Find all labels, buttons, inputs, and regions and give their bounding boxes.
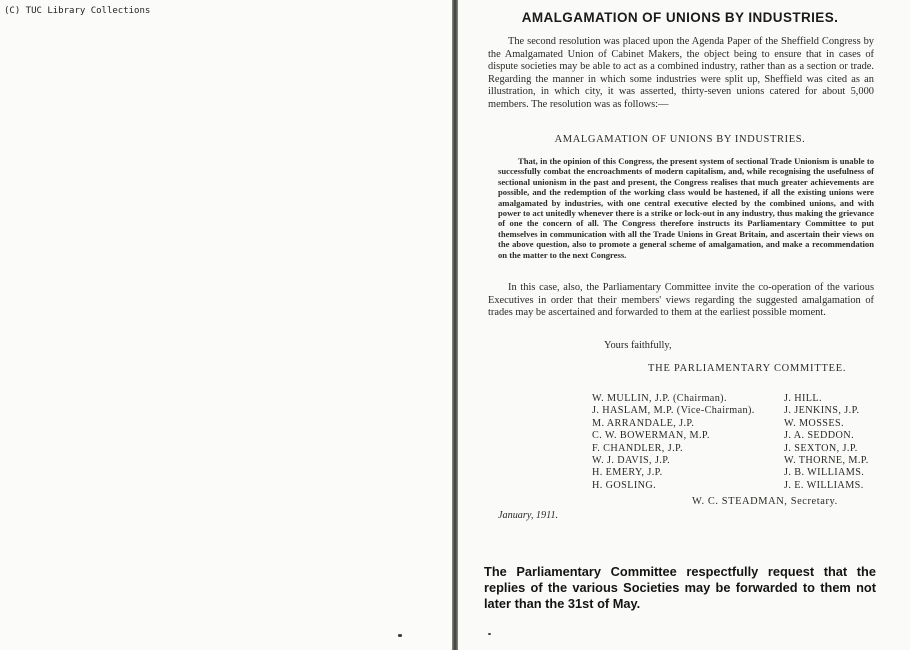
page-title: AMALGAMATION OF UNIONS BY INDUSTRIES.	[521, 10, 839, 25]
member-name: W. THORNE, M.P.	[784, 455, 869, 467]
member-name: J. SEXTON, J.P.	[784, 442, 858, 454]
member-name: J. A. SEDDON.	[784, 430, 855, 442]
members-list-left	[592, 393, 755, 492]
signoff: Yours faithfully,	[604, 340, 672, 351]
document-date: January, 1911.	[498, 510, 559, 521]
member-name: W. MOSSES.	[784, 417, 844, 429]
member-name: J. B. WILLIAMS.	[784, 467, 865, 479]
intro-paragraph: The second resolution was placed upon the Agenda Paper of the Sheffield Congress by the Amalgamated Union of Cabinet Makers, the object being to ensure that in cases of dispute societies may be able to act as a combined industry, rather than as a section or trade. Regarding the manner in which some industries were split up, Sheffield was cited as an illustration, in which city, it was asserted, thirty-seven unions catered for about 5,000 members. The resolution was as follows:—	[488, 36, 874, 110]
resolution-heading: AMALGAMATION OF UNIONS BY INDUSTRIES.	[554, 134, 806, 145]
member-name: M. ARRANDALE, J.P.	[592, 417, 695, 429]
member-name: J. HASLAM, M.P. (Vice-Chairman).	[592, 405, 755, 417]
committee-name: THE PARLIAMENTARY COMMITTEE.	[648, 363, 847, 374]
member-name: H. EMERY, J.P.	[592, 467, 663, 479]
closing-paragraph: In this case, also, the Parliamentary Committee invite the co-operation of the various Executives in order that their members' views regarding the suggested amalgamation of trades may be ascertained and forwarded to them at the earliest possible moment.	[488, 282, 874, 319]
members-list-right	[784, 393, 869, 492]
left-page	[0, 0, 452, 650]
scan-speck	[398, 634, 402, 637]
member-name: J. E. WILLIAMS.	[784, 479, 864, 491]
member-name: J. HILL.	[784, 393, 823, 404]
member-name: J. JENKINS, J.P.	[784, 405, 860, 417]
member-name: W. MULLIN, J.P. (Chairman).	[592, 393, 727, 404]
resolution-text: That, in the opinion of this Congress, the present system of sectional Trade Unionism is unable to successfully combat the encroachments of modern capitalism, and, while recognising the usefulness of sectional unionism in the past and present, the Congress realises that much greater achievements are possible, and the redemption of the working class would be hastened, if all the existing unions were amalgamated by industries, with one central executive elected by the combined unions, and with power to act unitedly whenever there is a strike or lock-out in any industry, thus making the grievance of one the concern of all. The Congress therefore instructs its Parliamentary Committee to put themselves in communication with all the Trade Unions in Great Britain, and ascertain their views on the above question, also to promote a general scheme of amalgamation, and make a recommendation on the matter to the next Congress.	[498, 156, 874, 260]
member-name: F. CHANDLER, J.P.	[592, 442, 683, 454]
secretary-signature: W. C. STEADMAN, Secretary.	[692, 496, 838, 507]
reply-notice: The Parliamentary Committee respectfully request that the replies of the various Societies may be forwarded to them not later than the 31st of May.	[484, 564, 876, 611]
member-name: W. J. DAVIS, J.P.	[592, 455, 671, 467]
watermark: (C) TUC Library Collections	[4, 6, 151, 16]
scan-speck	[488, 633, 491, 635]
member-name: H. GOSLING.	[592, 479, 657, 491]
member-name: C. W. BOWERMAN, M.P.	[592, 430, 710, 442]
